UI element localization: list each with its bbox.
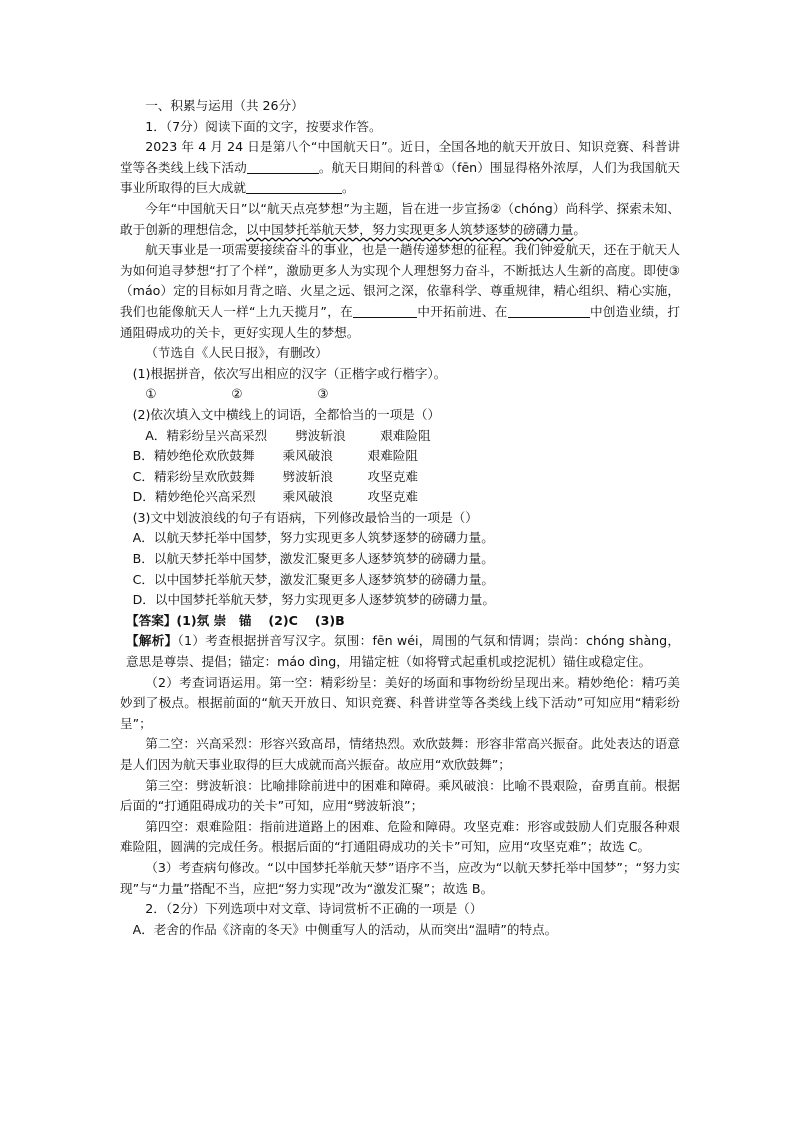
fill-blank-2	[246, 179, 342, 194]
sub-question-2: (2)依次填入文中横线上的词语，全都恰当的一项是（）	[132, 406, 441, 422]
analysis-3: 第二空：兴高采烈：形容兴致高昂，情绪热烈。欢欣鼓舞：形容非常高兴振奋。此处表达的语意是人们因为航天事业取得的巨大成就而高兴振奋。故应用“欢欣鼓舞”；	[120, 736, 680, 772]
sub-question-1: (1)根据拼音，依次写出相应的汉字（正楷字或行楷字）。	[132, 365, 447, 381]
answer-text: (1)氛 崇 锚 (2)C (3)B	[176, 612, 345, 628]
document-page	[120, 96, 680, 940]
sub2-option-d: D．精妙绝伦兴高采烈 乘风破浪 攻坚克难	[132, 489, 418, 505]
sub2-option-a: A．精彩纷呈兴高采烈 劈波斩浪 艰难险阻	[145, 427, 431, 443]
q1-paragraph-1: 2023 年 4 月 24 日是第八个“中国航天日”。近日，全国各地的航天开放日、知识竞赛、科普讲堂等各类线上线下活动 。航天日期间的科普①（fēn）围显得格外浓厚，人们为我国航天事业所取得的巨大成就 。	[120, 139, 680, 196]
analysis-6: （3）考查病句修改。“以中国梦托举航天梦”语序不当，应改为“以航天梦托举中国梦”；“努力实现”与“力量”搭配不当，应把“努力实现”改为“激发汇聚”；故选 B。	[120, 859, 680, 896]
sub-question-3: (3)文中划波浪线的句子有语病，下列修改最恰当的一项是（）	[132, 509, 478, 525]
sub3-option-d: D．以中国梦托举航天梦，努力实现更多人逐梦筑梦的磅礴力量。	[132, 592, 495, 608]
analysis-4: 第三空：劈波斩浪：比喻排除前进中的困难和障碍。乘风破浪：比喻不畏艰险，奋勇直前。根据后面的“打通阻碍成功的关卡”可知，应用“劈波斩浪”；	[120, 777, 680, 814]
slot-2: ②	[231, 386, 243, 402]
sub2-option-c: C．精彩纷呈欢欣鼓舞 劈波斩浪 攻坚克难	[132, 468, 418, 484]
sub3-option-c: C．以中国梦托举航天梦，激发汇聚更多人逐梦筑梦的磅礴力量。	[132, 571, 495, 587]
slot-1: ①	[145, 386, 157, 402]
sub-question-1-slots	[120, 384, 680, 405]
fill-blank-4	[508, 303, 590, 318]
q1-header: 1．（7分）阅读下面的文字，按要求作答。	[145, 118, 382, 134]
wavy-underlined-sentence: 以中国梦托举航天梦，努力实现更多人筑梦逐梦的磅礴力量	[245, 221, 574, 237]
source-note: （节选自《人民日报》，有删改）	[145, 345, 328, 361]
q1-paragraph-3: 航天事业是一项需要接续奋斗的事业，也是一趟传递梦想的征程。我们钟爱航天，还在于航天人为如何追寻梦想“打了个样”，激励更多人为实现个人理想努力奋斗，不断抵达人生新的高度。即使③（máo）定的目标如月背之暗、火星之远、银河之深，依靠科学、尊重规律，精心组织、精心实施，我们也能像航天人一样“上九天揽月”，在 中开拓前进、在 中创造业绩，打通阻碍成功的关卡，更好实现人生的梦想。	[120, 242, 680, 340]
analysis-label: 【解析】	[126, 633, 178, 649]
fill-blank-1	[247, 159, 319, 174]
sub3-option-a: A．以航天梦托举中国梦，努力实现更多人筑梦逐梦的磅礴力量。	[132, 530, 494, 546]
analysis-2: （2）考查词语运用。第一空：精彩纷呈：美好的场面和事物纷纷呈现出来。精妙绝伦：精巧美妙到了极点。根据前面的“航天开放日、知识竞赛、科普讲堂等各类线上线下活动”可知应用“精彩纷呈”；	[120, 674, 680, 731]
fill-blank-3	[353, 303, 417, 318]
q1-paragraph-2: 今年“中国航天日”以“航天点亮梦想”为主题，旨在进一步宣扬②（chóng）尚科学、探索未知、敢于创新的理想信念，以中国梦托举航天梦，努力实现更多人筑梦逐梦的磅礴力量。	[120, 200, 680, 237]
q2-header: 2．（2分）下列选项中对文章、诗词赏析不正确的一项是（）	[145, 901, 483, 917]
sub2-option-b: B．精妙绝伦欢欣鼓舞 乘风破浪 艰难险阻	[132, 448, 418, 464]
slot-3: ③	[317, 386, 329, 402]
analysis-5: 第四空：艰难险阻：指前进道路上的困难、危险和障碍。攻坚克难：形容或鼓励人们克服各种艰难险阻，圆满的完成任务。根据后面的“打通阻碍成功的关卡”可知，应用“攻坚克难”；故选 C。	[120, 818, 680, 855]
sub3-option-b: B．以航天梦托举中国梦，激发汇聚更多人逐梦筑梦的磅礴力量。	[132, 551, 494, 567]
analysis-1: 【解析】（1）考查根据拼音写汉字。氛围：fēn wéi，周围的气氛和情调；崇尚：chóng shàng，意思是尊崇、提倡；锚定：máo dìng，用锚定桩（如将臂式起重机或挖泥机）锚住或稳定住。	[126, 633, 681, 670]
section-title: 一、积累与运用（共 26分）	[145, 98, 304, 113]
answer-label: 【答案】	[126, 612, 177, 628]
answer-line	[120, 611, 680, 632]
q2-option-a: A．老舍的作品《济南的冬天》中侧重写人的活动，从而突出“温晴”的特点。	[132, 921, 558, 937]
